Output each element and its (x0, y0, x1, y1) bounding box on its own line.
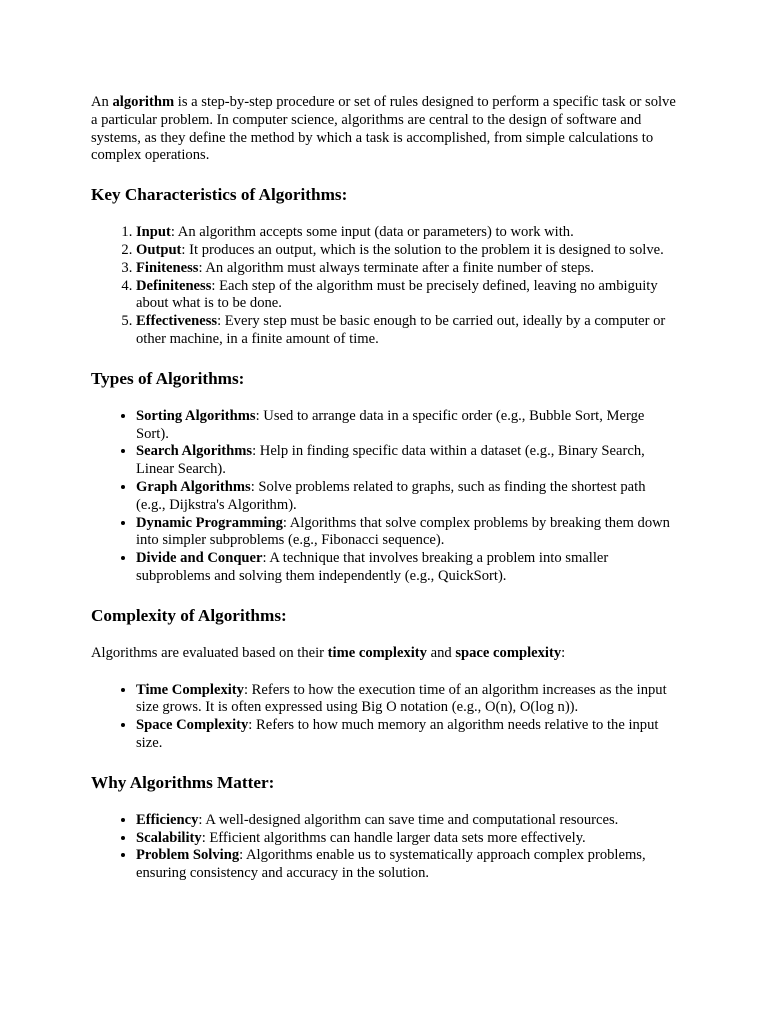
types-list (91, 408, 678, 586)
item-text: : Algorithms enable us to systematically approach complex problems, ensuring consistency and accuracy in the solution. (136, 847, 646, 882)
item-text: : Efficient algorithms can handle larger data sets more effectively. (201, 829, 586, 846)
list-item (136, 242, 678, 260)
list-item (136, 260, 678, 278)
list-item (136, 313, 678, 349)
para-bold-term: space complexity (455, 644, 562, 661)
item-term: Finiteness (136, 259, 199, 276)
item-text: : It produces an output, which is the solution to the problem it is designed to solve. (181, 241, 664, 258)
para-text: and (426, 644, 456, 661)
item-term: Definiteness (136, 277, 212, 294)
list-item (136, 408, 678, 444)
item-term: Search Algorithms (136, 443, 253, 460)
item-text: : Algorithms that solve complex problems by breaking them down into simpler subproblems (e.g., Fibonacci sequence). (136, 514, 670, 549)
item-term: Dynamic Programming (136, 514, 283, 531)
types-heading: Types of Algorithms: (91, 368, 245, 388)
para-bold-term: time complexity (327, 644, 427, 661)
characteristics-list (91, 224, 678, 349)
list-item (136, 224, 678, 242)
intro-text: is a step-by-step procedure or set of rules designed to perform a specific task or solve a particular problem. In computer science, algorithms are central to the design of software and systems, as they define the method by which a task is accomplished, from simple calculations to complex operations. (91, 94, 676, 164)
item-text: : A technique that involves breaking a problem into smaller subproblems and solving them independently (e.g., QuickSort). (136, 550, 609, 584)
list-item (136, 847, 678, 883)
item-text: : Refers to how the execution time of an algorithm increases as the input size grows. It is often expressed using Big O notation (e.g., O(n), O(log n)). (136, 681, 667, 716)
item-text: : A well-designed algorithm can save time and computational resources. (198, 811, 619, 828)
list-item (136, 717, 678, 753)
list-item (136, 479, 678, 515)
list-item (136, 443, 678, 479)
para-text: : (561, 644, 566, 661)
item-term: Input (136, 224, 171, 241)
para-text: Algorithms are evaluated based on their (91, 644, 328, 661)
list-item (136, 278, 678, 314)
characteristics-heading: Key Characteristics of Algorithms: (91, 185, 348, 205)
why-heading: Why Algorithms Matter: (91, 772, 275, 792)
item-term: Effectiveness (136, 313, 218, 330)
complexity-heading: Complexity of Algorithms: (91, 605, 287, 625)
list-item (136, 682, 678, 718)
intro-prefix: An (91, 94, 113, 110)
intro-bold-term: algorithm (112, 94, 175, 110)
item-term: Space Complexity (136, 717, 249, 734)
item-term: Efficiency (136, 811, 199, 828)
item-text: : Solve problems related to graphs, such as finding the shortest path (e.g., Dijkstra's Algorithm). (136, 478, 646, 513)
why-list (91, 812, 678, 883)
item-term: Scalability (136, 829, 202, 846)
item-term: Sorting Algorithms (136, 407, 256, 424)
item-text: : Every step must be basic enough to be carried out, ideally by a computer or other machine, in a finite amount of time. (136, 313, 666, 347)
item-term: Problem Solving (136, 847, 240, 864)
item-term: Divide and Conquer (136, 550, 263, 567)
complexity-paragraph (91, 645, 678, 663)
intro-paragraph (91, 94, 678, 165)
item-text: : Used to arrange data in a specific order (e.g., Bubble Sort, Merge Sort). (136, 407, 645, 442)
item-text: : Help in finding specific data within a dataset (e.g., Binary Search, Linear Search). (136, 443, 645, 478)
item-text: : An algorithm must always terminate after a finite number of steps. (198, 259, 594, 276)
list-item (136, 550, 678, 586)
item-term: Output (136, 241, 182, 258)
list-item (136, 515, 678, 551)
complexity-list (91, 682, 678, 753)
item-text: : An algorithm accepts some input (data or parameters) to work with. (170, 224, 574, 241)
item-text: : Each step of the algorithm must be precisely defined, leaving no ambiguity about what is to be done. (136, 277, 658, 312)
list-item (136, 812, 678, 830)
item-term: Time Complexity (136, 681, 244, 698)
item-text: : Refers to how much memory an algorithm needs relative to the input size. (136, 717, 659, 751)
item-term: Graph Algorithms (136, 478, 251, 495)
list-item (136, 830, 678, 848)
